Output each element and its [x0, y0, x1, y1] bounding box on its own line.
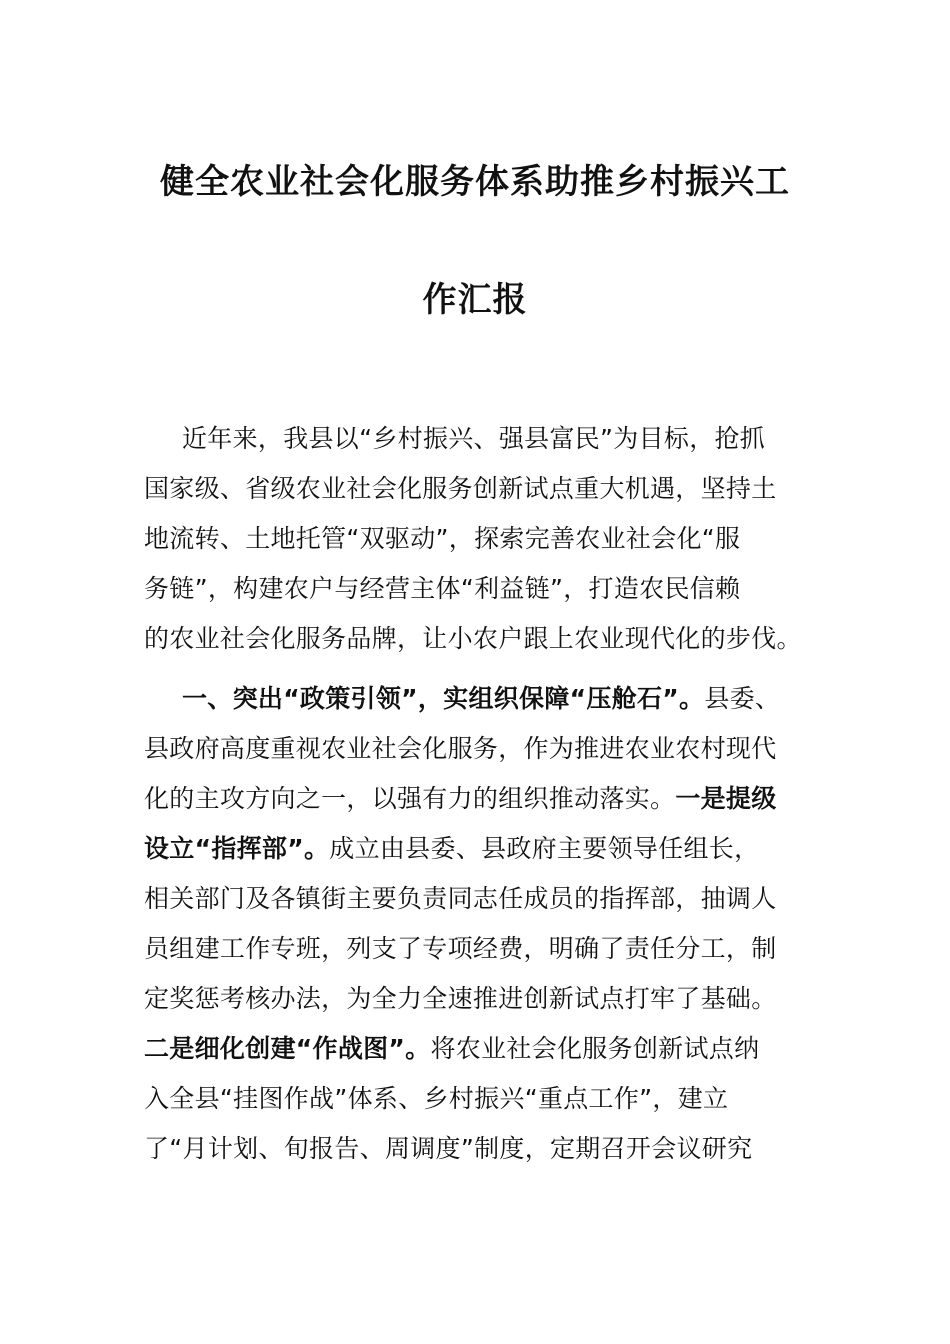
paragraph-line: 相关部门及各镇街主要负责同志任成员的指挥部，抽调人	[144, 884, 777, 913]
paragraph-text: 县委、	[704, 684, 781, 713]
document-title-line-1: 健全农业社会化服务体系助推乡村振兴工	[160, 162, 790, 202]
paragraph-line	[144, 824, 816, 874]
document-title-line-2: 作汇报	[422, 280, 528, 320]
subsection-heading: 一是提级	[675, 784, 777, 813]
section-heading: 一、突出“政策引领”，实组织保障“压舱石”。	[182, 684, 705, 713]
paragraph-line: 务链”，构建农户与经营主体“利益链”，打造农民信赖	[144, 574, 741, 603]
paragraph-line: 入全县“挂图作战”体系、乡村振兴“重点工作”，建立	[144, 1084, 729, 1113]
paragraph-line: 国家级、省级农业社会化服务创新试点重大机遇，坚持土	[144, 474, 777, 503]
subsection-heading: 设立“指挥部”。	[144, 834, 330, 863]
paragraph-line: 了“月计划、旬报告、周调度”制度，定期召开会议研究	[144, 1134, 753, 1163]
paragraph-line: 近年来，我县以“乡村振兴、强县富民”为目标，抢抓	[182, 424, 766, 453]
paragraph-line	[144, 674, 816, 724]
paragraph-line: 县政府高度重视农业社会化服务，作为推进农业农村现代	[144, 734, 777, 763]
intro-paragraph	[144, 414, 816, 664]
paragraph-line: 地流转、土地托管“双驱动”，探索完善农业社会化“服	[144, 524, 741, 553]
paragraph-line	[144, 774, 816, 824]
paragraph-text: 成立由县委、县政府主要领导任组长，	[329, 834, 760, 863]
paragraph-line: 定奖惩考核办法，为全力全速推进创新试点打牢了基础。	[144, 984, 777, 1013]
paragraph-line	[144, 1024, 816, 1074]
subsection-heading: 二是细化创建“作战图”。	[144, 1034, 431, 1063]
paragraph-text: 化的主攻方向之一，以强有力的组织推动落实。	[144, 784, 676, 813]
section-one-paragraph	[144, 674, 816, 1174]
paragraph-line: 员组建工作专班，列支了专项经费，明确了责任分工，制	[144, 934, 777, 963]
paragraph-text: 将农业社会化服务创新试点纳	[430, 1034, 760, 1063]
paragraph-line: 的农业社会化服务品牌，让小农户跟上农业现代化的步伐。	[144, 624, 802, 653]
